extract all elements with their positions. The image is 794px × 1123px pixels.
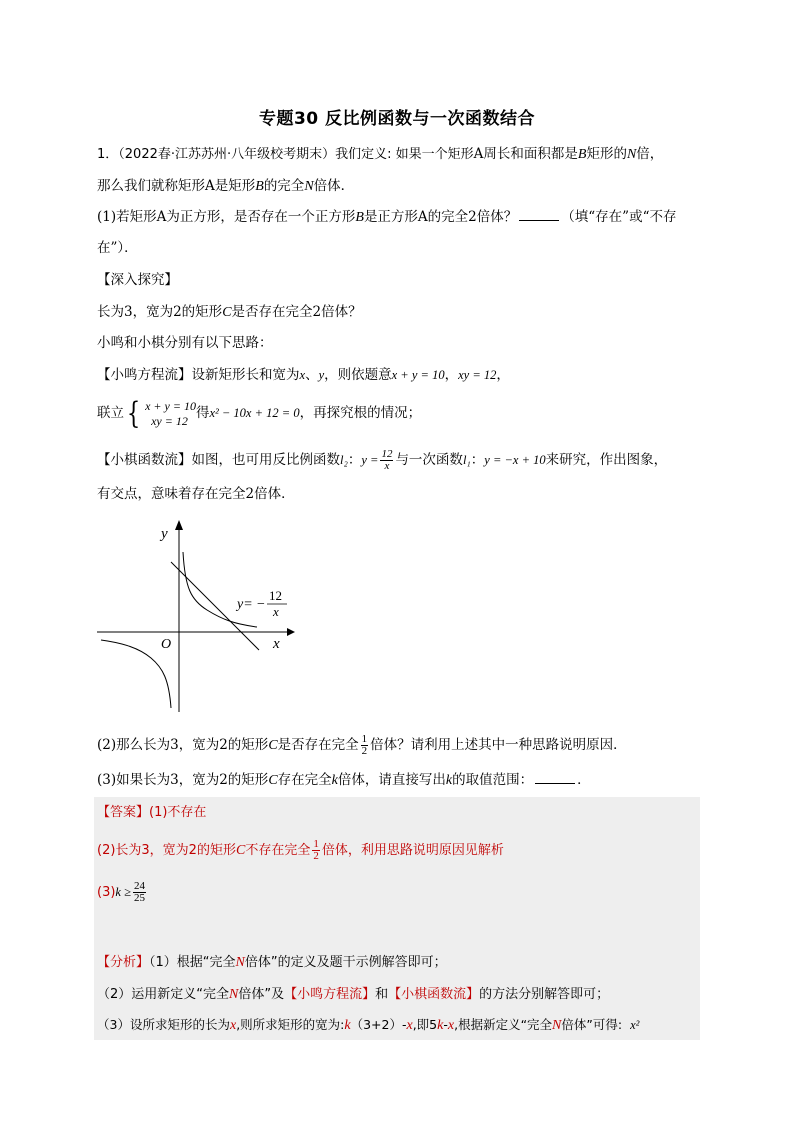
x-axis-arrow: [287, 628, 295, 636]
answer-blank[interactable]: [519, 208, 559, 221]
qi-method-line-1: 【小棋函数流】如图，也可用反比例函数l₂：y = $\frac{12}{x}$ 与一次函数l₁：y = −x + 10来研究，作出图象，: [97, 448, 668, 472]
question-1-line-2: 那么我们就称矩形A是矩形B的完全N倍体．: [97, 178, 355, 194]
part-1-line-2: 在”）．: [97, 240, 138, 256]
qi-method-line-2: 有交点，意味着存在完全2倍体．: [97, 486, 295, 502]
y-axis-arrow: [175, 520, 183, 530]
union-system-line: 联立{ x + y = 10 xy = 12 得x² − 10x + 12 = 0，再探究根的情况；: [97, 395, 422, 431]
question-1-line-1: 1．（2022春·江苏苏州·八年级校考期末）我们定义: 如果一个矩形A周长和面积都是B矩形的N倍，: [97, 146, 664, 162]
curve-label: [235, 588, 287, 619]
function-graph: [95, 518, 295, 714]
analysis-line-3: （3）设所求矩形的长为x,则所求矩形的宽为:k（3+2）-x,即5k-x,根据新定义“完全N倍体”可得: x²: [97, 1017, 640, 1033]
ming-method-line: 【小鸣方程流】设新矩形长和宽为x、y，则依题意x + y = 10，xy = 12，: [97, 367, 510, 383]
explore-heading: 【深入探究】: [97, 272, 178, 288]
equation-system: x + y = 10 xy = 12: [145, 398, 196, 428]
fraction-one-half: $\frac{1}{2}$: [361, 733, 368, 757]
explore-question: 长为3，宽为2的矩形C是否存在完全2倍体？: [97, 304, 362, 320]
y-axis-label: y: [161, 526, 168, 542]
part-3-line: (3)如果长为3，宽为2的矩形C存在完全k倍体，请直接写出k的取值范围： ．: [97, 772, 591, 788]
answer-blank-k[interactable]: [535, 771, 575, 784]
svg-text:−: −: [257, 597, 265, 612]
part-1-line-1: (1)若矩形A为正方形，是否存在一个正方形B是正方形A的完全2倍体？ （填“存在”或“不存: [97, 209, 677, 225]
ideas-intro: 小鸣和小棋分别有以下思路：: [97, 335, 273, 351]
answer-line-2: (2)长为3，宽为2的矩形C不存在完全 $\frac{1}{2}$ 倍体，利用思路说明原因见解析: [97, 838, 504, 862]
left-brace: {: [126, 395, 141, 431]
part-2-line: (2)那么长为3，宽为2的矩形C是否存在完全 $\frac{1}{2}$ 倍体？请利用上述其中一种思路说明原因．: [97, 733, 627, 757]
answer-line-1: 【答案】(1)不存在: [97, 805, 207, 820]
fraction-12-over-x: $\frac{12}{x}$: [381, 448, 393, 472]
fraction-one-half-answer: $\frac{1}{2}$: [313, 838, 319, 862]
page-title: 专题30 反比例函数与一次函数结合: [258, 109, 536, 129]
origin-label: O: [161, 637, 172, 652]
fraction-24-25: $\frac{24}{25}$: [133, 880, 145, 904]
svg-text:y=: y=: [237, 597, 253, 612]
analysis-line-1: 【分析】（1）根据“完全N倍体”的定义及题干示例解答即可；: [97, 955, 447, 970]
hyperbola-branch-1: [183, 552, 257, 627]
analysis-line-2: （2）运用新定义“完全N倍体”及【小鸣方程流】和【小棋函数流】的方法分别解答即可；: [97, 987, 610, 1002]
svg-text:12: 12: [269, 588, 282, 603]
svg-text:x: x: [273, 604, 279, 619]
x-axis-label: x: [273, 636, 280, 652]
answer-line-3: (3)k ≥ $\frac{24}{25}$: [97, 880, 145, 904]
